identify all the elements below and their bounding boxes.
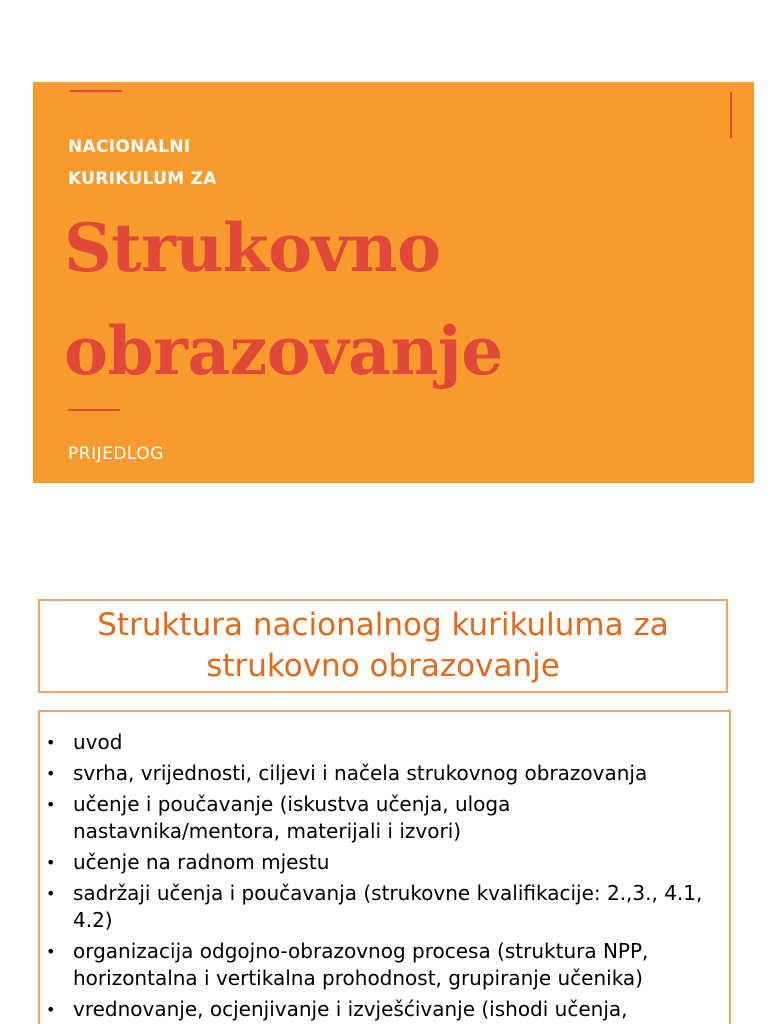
slide-title-line1: Struktura nacionalnog kurikuluma za: [97, 607, 669, 643]
top-accent-rule: [70, 90, 122, 92]
cover-title-line1: Strukovno: [64, 209, 441, 287]
bullet-dot-icon: •: [46, 764, 56, 783]
cover-title-line2: obrazovanje: [64, 312, 503, 390]
list-item: [44, 729, 723, 756]
bullet-dot-icon: •: [46, 795, 56, 814]
slide-title-box: [38, 599, 728, 693]
slide-content-box: [38, 710, 731, 1024]
cover-kicker-line2: KURIKULUM ZA: [68, 169, 217, 189]
list-item-text: sadržaji učenja i poučavanja (strukovne kvalifikacije: 2.,3., 4.1, 4.2): [73, 881, 703, 932]
cover-subtitle: PRIJEDLOG: [68, 444, 164, 464]
bullet-list: [44, 729, 723, 1023]
cover-kicker-line1: NACIONALNI: [68, 137, 191, 157]
mid-accent-rule: [68, 409, 120, 411]
cover-page: [33, 82, 754, 483]
list-item: [44, 849, 723, 876]
list-item-text: uvod: [73, 730, 123, 754]
list-item-text: učenje na radnom mjestu: [73, 850, 330, 874]
list-item-text: organizacija odgojno-obrazovnog procesa (struktura NPP, horizontalna i vertikalna prohodnost, grupiranje učenika): [73, 939, 649, 990]
list-item-text: vrednovanje, ocjenjivanje i izvješćivanje (ishodi učenja,: [73, 997, 628, 1021]
bullet-dot-icon: •: [46, 853, 56, 872]
list-item: [44, 996, 723, 1023]
bullet-dot-icon: •: [46, 884, 56, 903]
bullet-dot-icon: •: [46, 733, 56, 752]
list-item: [44, 760, 723, 787]
side-accent-rule: [730, 92, 732, 138]
slide-title-line2: strukovno obrazovanje: [206, 648, 560, 684]
bullet-dot-icon: •: [46, 942, 56, 961]
list-item: [44, 938, 723, 992]
list-item-text: učenje i poučavanje (iskustva učenja, uloga nastavnika/mentora, materijali i izvori): [73, 792, 511, 843]
list-item: [44, 791, 723, 845]
bullet-dot-icon: •: [46, 1000, 56, 1019]
list-item-text: svrha, vrijednosti, ciljevi i načela strukovnog obrazovanja: [73, 761, 648, 785]
list-item: [44, 880, 723, 934]
